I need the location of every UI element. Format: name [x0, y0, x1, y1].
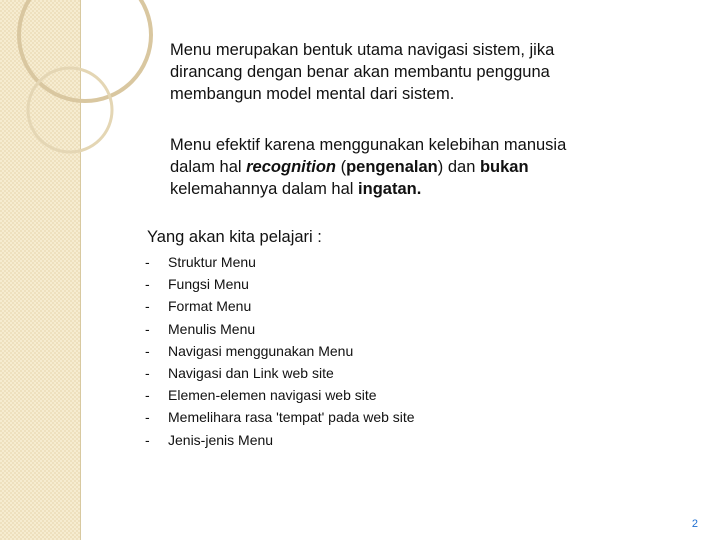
list-item-label: Jenis-jenis Menu [168, 431, 274, 448]
bullet-dash: - [145, 342, 150, 359]
list-item-label: Navigasi dan Link web site [168, 364, 334, 381]
p2-text: ) dan [437, 158, 480, 176]
list-item [145, 295, 415, 317]
pengenalan-term: pengenalan [346, 158, 438, 176]
paragraph1-line2: dirancang dengan benar akan membantu pengguna [170, 63, 550, 81]
p2-text: dalam hal [170, 158, 247, 176]
sidebar-divider [80, 0, 81, 540]
list-item-label: Format Menu [168, 298, 252, 315]
paragraph-menu-effective [170, 134, 640, 200]
page-number: 2 [691, 518, 698, 530]
bukan-term: bukan [479, 158, 529, 176]
list-item-label: Menulis Menu [168, 320, 256, 337]
list-item [145, 384, 415, 406]
list-item [145, 406, 415, 428]
bullet-dash: - [145, 254, 150, 270]
paragraph1-line3: membangun model mental dari sistem. [170, 85, 455, 103]
list-item [145, 251, 415, 273]
topic-list [145, 251, 415, 451]
bullet-dash: - [145, 409, 150, 426]
list-item-label: Struktur Menu [168, 254, 256, 270]
list-item [145, 362, 415, 384]
paragraph2-line1: Menu efektif karena menggunakan kelebihan manusia [170, 136, 567, 154]
bullet-dash: - [145, 387, 150, 404]
list-item [145, 318, 415, 340]
p2-text: kelemahannya dalam hal [170, 180, 359, 198]
paragraph2-line3 [170, 178, 640, 200]
bullet-dash: - [145, 298, 150, 315]
bullet-dash: - [145, 364, 150, 381]
paragraph2-line2 [170, 156, 640, 178]
list-item-label: Elemen-elemen navigasi web site [168, 387, 377, 404]
bullet-dash: - [145, 320, 150, 337]
paragraph1-line1: Menu merupakan bentuk utama navigasi sistem, jika [170, 41, 555, 59]
ingatan-term: ingatan. [358, 180, 422, 198]
p2-text: ( [335, 158, 347, 176]
recognition-term: recognition [246, 158, 336, 176]
bullet-dash: - [145, 431, 150, 448]
bullet-dash: - [145, 276, 150, 293]
list-item [145, 429, 415, 451]
decorative-sidebar [0, 0, 80, 540]
list-item-label: Navigasi menggunakan Menu [168, 342, 354, 359]
list-item [145, 340, 415, 362]
list-item-label: Memelihara rasa 'tempat' pada web site [168, 409, 415, 426]
list-item [145, 273, 415, 295]
list-item-label: Fungsi Menu [168, 276, 249, 293]
paragraph-menu-definition [170, 39, 640, 105]
section-heading: Yang akan kita pelajari : [147, 228, 322, 246]
